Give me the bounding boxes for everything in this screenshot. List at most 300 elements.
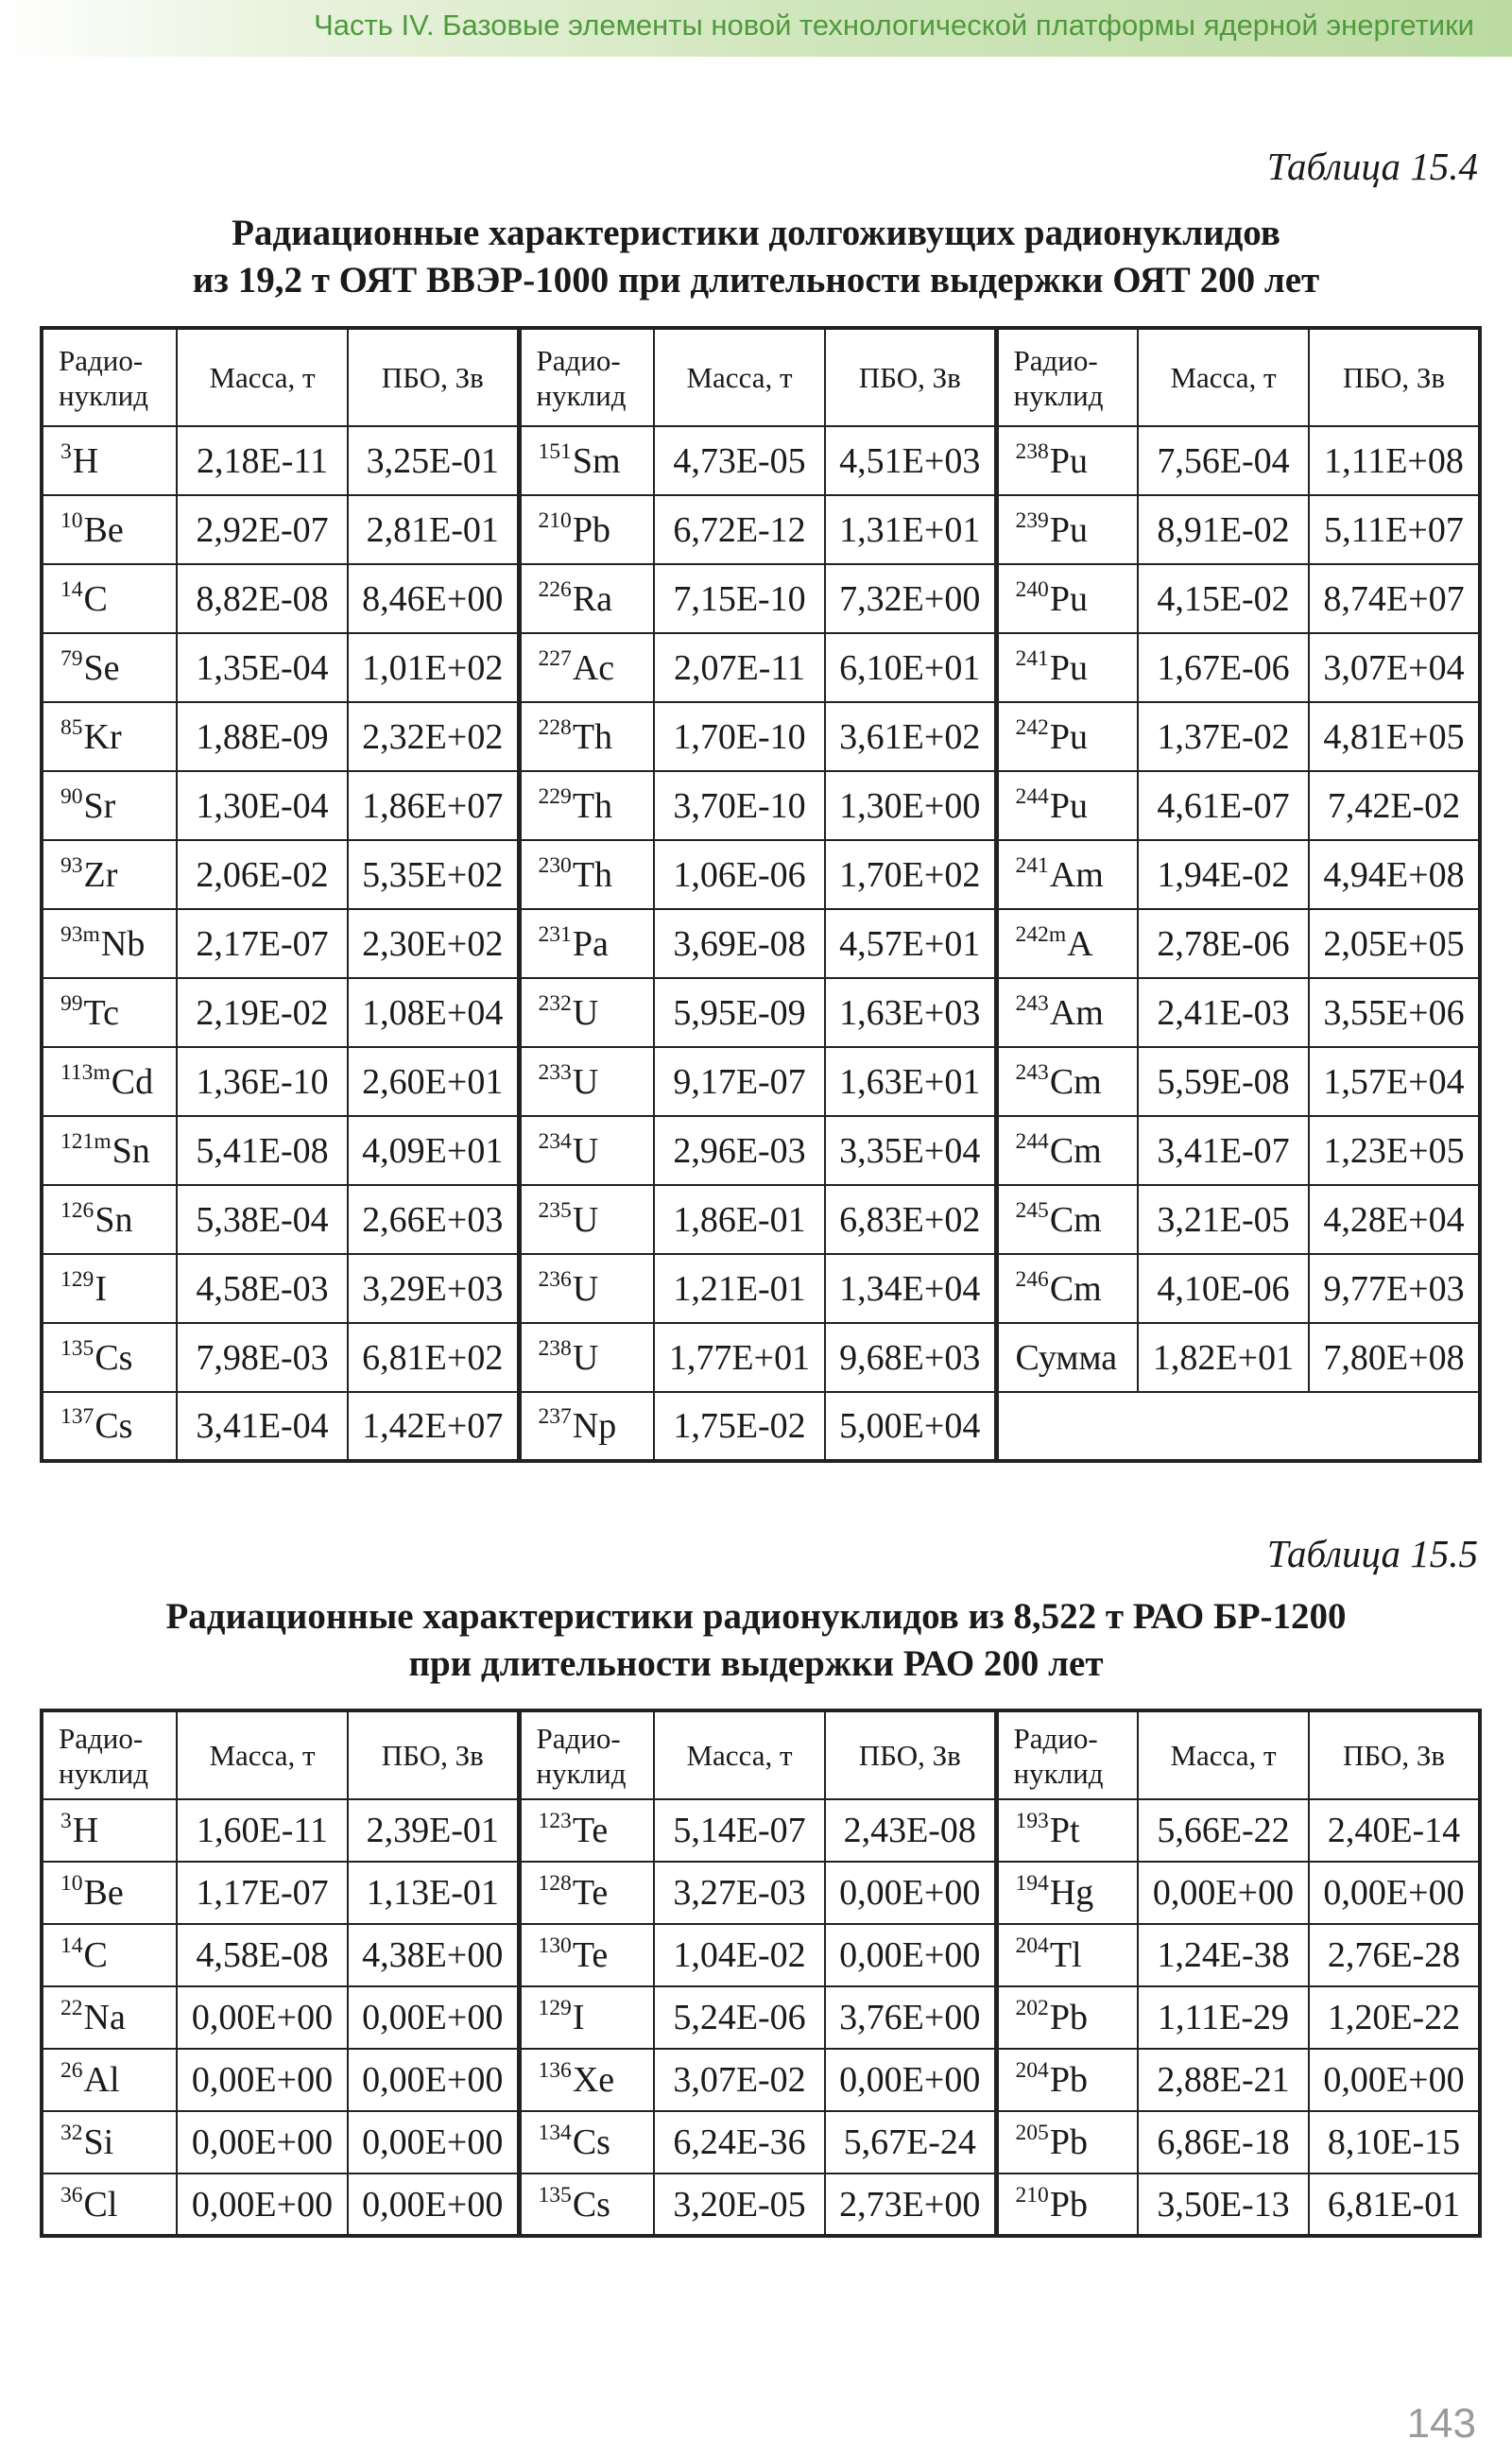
pbo-value: 2,39E-01 [348,1799,519,1862]
table-row [42,909,1480,978]
mass-value: 1,30E-04 [177,771,348,840]
pbo-value: 1,11E+08 [1309,426,1480,495]
pbo-value: 4,94E+08 [1309,840,1480,909]
mass-number: 239 [1015,507,1049,533]
nuclide-cell [42,978,177,1047]
nuclide-cell [42,633,177,702]
nuclide-cell [42,1116,177,1185]
table-row [42,2049,1480,2111]
mass-value: 0,00E+00 [177,1986,348,2049]
nuclide-symbol: Th [572,716,613,757]
mass-number: 136 [538,2058,572,2084]
mass-number: 79 [60,645,83,671]
mass-value: 3,20E-05 [654,2174,825,2236]
mass-value: 5,14E-07 [654,1799,825,1862]
nuclide-cell [996,1924,1138,1986]
mass-value: 4,73E-05 [654,426,825,495]
nuclide-symbol: Cm [1049,1268,1102,1309]
nuclide-symbol: Ac [572,647,615,688]
nuclide-symbol: Cs [94,1337,133,1378]
mass-value: 2,18E-11 [177,426,348,495]
mass-number: 135 [538,2182,572,2208]
mass-number: 32 [60,2121,83,2146]
pbo-value: 1,01E+02 [348,633,519,702]
mass-value: 5,59E-08 [1138,1047,1309,1116]
nuclide-cell [519,771,654,840]
mass-value: 4,58E-03 [177,1254,348,1323]
pbo-value: 5,67E-24 [825,2111,996,2174]
nuclide-cell [42,1986,177,2049]
mass-number: 3 [60,1809,72,1834]
empty-cell [1138,1392,1309,1461]
table-row [42,840,1480,909]
nuclide-symbol: Pb [1049,2060,1088,2100]
mass-number: 22 [60,1996,83,2021]
nuclide-symbol: Al [83,2060,120,2100]
pbo-header: ПБО, Зв [348,328,519,426]
mass-value: 7,56E-04 [1138,426,1309,495]
nuclide-cell [42,2111,177,2174]
pbo-value: 2,73E+00 [825,2174,996,2236]
nuclide-symbol: C [83,1935,108,1975]
mass-number: 238 [1015,438,1049,464]
nuclide-cell [519,978,654,1047]
nuclide-symbol: Pu [1049,647,1088,688]
table-row [42,702,1480,771]
mass-value: 2,78E-06 [1138,909,1309,978]
nuclide-symbol: Cm [1049,1061,1102,1102]
mass-value: 7,98E-03 [177,1323,348,1392]
nuclide-cell [996,771,1138,840]
mass-value: 1,21E-01 [654,1254,825,1323]
mass-value: 6,86E-18 [1138,2111,1309,2174]
pbo-value: 4,81E+05 [1309,702,1480,771]
nuclide-symbol: Pu [1049,578,1088,619]
mass-number: 210 [538,507,572,533]
table-row [42,564,1480,633]
mass-value: 3,41E-07 [1138,1116,1309,1185]
table-row [42,1799,1480,1862]
mass-number: 241 [1015,852,1049,878]
mass-value: 0,00E+00 [177,2174,348,2236]
pbo-value: 0,00E+00 [348,2111,519,2174]
mass-number: 137 [60,1404,94,1430]
pbo-value: 0,00E+00 [348,2174,519,2236]
mass-value: 1,35E-04 [177,633,348,702]
nuclide-cell [519,426,654,495]
mass-number: 121m [60,1128,112,1154]
nuclide-cell [519,1323,654,1392]
mass-value: 1,82E+01 [1138,1323,1309,1392]
nuclide-symbol: Tl [1049,1935,1082,1975]
table-15-4-title-line2: из 19,2 т ОЯТ ВВЭР-1000 при длительности выдержки ОЯТ 200 лет [192,260,1320,301]
nuclide-cell [42,1047,177,1116]
mass-value: 3,21E-05 [1138,1185,1309,1254]
mass-number: 242m [1015,921,1067,947]
mass-value: 1,36E-10 [177,1047,348,1116]
nuclide-symbol: Sr [83,785,116,826]
mass-number: 126 [60,1197,94,1223]
mass-value: 4,15E-02 [1138,564,1309,633]
mass-value: 6,24E-36 [654,2111,825,2174]
nuclide-symbol: Nb [100,923,146,964]
nuclide-symbol: Pb [1049,2184,1088,2225]
empty-cell [996,1392,1138,1461]
mass-number: 227 [538,645,572,671]
nuclide-cell [42,2049,177,2111]
nuclide-header-line1: Радио- [59,1721,144,1755]
mass-value: 1,75E-02 [654,1392,825,1461]
mass-number: 85 [60,714,83,740]
table-row [42,978,1480,1047]
mass-value: 5,24E-06 [654,1986,825,2049]
mass-number: 202 [1015,1996,1049,2021]
header-row [42,1710,1480,1799]
mass-value: 3,50E-13 [1138,2174,1309,2236]
nuclide-header-line2: нуклид [536,1756,627,1790]
mass-number: 232 [538,990,572,1016]
nuclide-cell [996,564,1138,633]
mass-number: 245 [1015,1197,1049,1223]
mass-value: 6,72E-12 [654,495,825,564]
mass-value: 8,91E-02 [1138,495,1309,564]
nuclide-symbol: Cd [111,1061,154,1102]
pbo-value: 0,00E+00 [1309,2049,1480,2111]
pbo-value: 4,09E+01 [348,1116,519,1185]
mass-number: 10 [60,507,83,533]
mass-header: Масса, т [654,328,825,426]
nuclide-cell [519,1047,654,1116]
mass-number: 231 [538,921,572,947]
mass-number: 210 [1015,2182,1049,2208]
table-15-4 [40,326,1482,1463]
pbo-value: 4,51E+03 [825,426,996,495]
mass-value: 4,61E-07 [1138,771,1309,840]
pbo-value: 3,25E-01 [348,426,519,495]
nuclide-cell [996,1047,1138,1116]
mass-number: 134 [538,2121,572,2146]
nuclide-symbol: I [572,1998,585,2037]
mass-number: 14 [60,576,83,602]
nuclide-symbol: U [572,1061,599,1102]
nuclide-symbol: C [83,578,108,619]
nuclide-symbol: Si [83,2122,114,2162]
mass-value: 1,17E-07 [177,1862,348,1924]
nuclide-cell [996,909,1138,978]
pbo-value: 8,10E-15 [1309,2111,1480,2174]
pbo-value: 3,07E+04 [1309,633,1480,702]
mass-number: 3 [60,438,72,464]
mass-number: 229 [538,783,572,809]
pbo-value: 1,20E-22 [1309,1986,1480,2049]
mass-number: 237 [538,1404,572,1430]
nuclide-symbol: Pt [1049,1811,1080,1850]
nuclide-cell [42,495,177,564]
nuclide-cell [42,1254,177,1323]
nuclide-cell [42,1862,177,1924]
table-15-5 [40,1709,1482,2238]
nuclide-symbol: U [572,1268,599,1309]
nuclide-cell [519,909,654,978]
nuclide-symbol: Cm [1049,1199,1102,1240]
nuclide-header-line1: Радио- [59,343,144,377]
pbo-value: 5,00E+04 [825,1392,996,1461]
mass-number: 130 [538,1933,572,1959]
pbo-value: 6,81E-01 [1309,2174,1480,2236]
pbo-value: 1,63E+01 [825,1047,996,1116]
mass-number: 26 [60,2058,83,2084]
table-row [42,2111,1480,2174]
pbo-value: 1,13E-01 [348,1862,519,1924]
pbo-value: 3,55E+06 [1309,978,1480,1047]
pbo-value: 9,77E+03 [1309,1254,1480,1323]
mass-number: 10 [60,1871,83,1897]
nuclide-symbol: Cs [572,2184,610,2225]
nuclide-header-line1: Радио- [1013,343,1098,377]
nuclide-cell [42,1185,177,1254]
nuclide-symbol: U [572,1199,599,1240]
nuclide-cell [996,495,1138,564]
mass-number: 194 [1015,1871,1049,1897]
pbo-value: 1,31E+01 [825,495,996,564]
nuclide-cell [42,1323,177,1392]
pbo-value: 8,46E+00 [348,564,519,633]
nuclide-header-line1: Радио- [536,343,621,377]
mass-value: 3,69E-08 [654,909,825,978]
table-row [42,1185,1480,1254]
pbo-value: 2,66E+03 [348,1185,519,1254]
mass-number: 244 [1015,783,1049,809]
nuclide-symbol: Kr [83,716,122,757]
nuclide-symbol: Np [572,1406,617,1446]
nuclide-symbol: Se [83,647,120,688]
mass-value: 2,41E-03 [1138,978,1309,1047]
table-15-5-label: Таблица 15.5 [1266,1532,1478,1575]
pbo-value: 1,86E+07 [348,771,519,840]
nuclide-symbol: Zr [83,854,118,895]
running-header [0,0,1512,57]
nuclide-cell [519,1116,654,1185]
nuclide-symbol: Hg [1049,1873,1094,1913]
pbo-value: 9,68E+03 [825,1323,996,1392]
pbo-value: 4,38E+00 [348,1924,519,1986]
pbo-value: 1,57E+04 [1309,1047,1480,1116]
mass-number: 93 [60,852,83,878]
mass-number: 226 [538,576,572,602]
nuclide-symbol: H [72,1811,99,1850]
mass-value: 2,96E-03 [654,1116,825,1185]
nuclide-cell [519,2111,654,2174]
mass-number: 243 [1015,1059,1049,1085]
pbo-header: ПБО, Зв [825,328,996,426]
nuclide-cell [996,1862,1138,1924]
nuclide-symbol: A [1067,923,1093,964]
table-row [42,1986,1480,2049]
pbo-value: 5,11E+07 [1309,495,1480,564]
pbo-value: 2,76E-28 [1309,1924,1480,1986]
pbo-header: ПБО, Зв [825,1710,996,1799]
pbo-value: 3,35E+04 [825,1116,996,1185]
nuclide-cell [42,702,177,771]
nuclide-cell [42,909,177,978]
nuclide-cell [996,840,1138,909]
pbo-header: ПБО, Зв [348,1710,519,1799]
pbo-value: 7,42E-02 [1309,771,1480,840]
nuclide-symbol: Cs [572,2122,610,2162]
mass-number: 113m [60,1059,111,1085]
pbo-value: 0,00E+00 [825,1924,996,1986]
mass-number: 238 [538,1335,572,1361]
mass-value: 1,24E-38 [1138,1924,1309,1986]
mass-value: 1,04E-02 [654,1924,825,1986]
nuclide-symbol: Te [572,1873,609,1913]
table-row [42,1047,1480,1116]
pbo-value: 6,10E+01 [825,633,996,702]
table-15-4-title [0,210,1512,304]
mass-value: 1,67E-06 [1138,633,1309,702]
nuclide-cell [996,633,1138,702]
nuclide-header [996,328,1138,426]
mass-number: 129 [538,1996,572,2021]
nuclide-cell [42,1924,177,1986]
nuclide-symbol: Sm [572,440,621,481]
nuclide-symbol: Be [83,509,124,550]
mass-number: 204 [1015,1933,1049,1959]
nuclide-cell [519,1924,654,1986]
nuclide-symbol: Te [572,1935,609,1975]
mass-value: 1,70E-10 [654,702,825,771]
mass-number: 236 [538,1266,572,1292]
nuclide-cell [519,1254,654,1323]
mass-value: 2,88E-21 [1138,2049,1309,2111]
nuclide-symbol: Cm [1049,1130,1102,1171]
nuclide-cell [42,1799,177,1862]
nuclide-symbol: Cl [83,2184,118,2225]
mass-value: 3,41E-04 [177,1392,348,1461]
nuclide-cell [519,564,654,633]
pbo-value: 1,23E+05 [1309,1116,1480,1185]
nuclide-symbol: U [572,1337,599,1378]
mass-number: 230 [538,852,572,878]
table-15-5-title-line1: Радиационные характеристики радионуклидов из 8,522 т РАО БР-1200 [165,1596,1347,1637]
mass-value: 1,06E-06 [654,840,825,909]
nuclide-header-line2: нуклид [59,378,148,412]
table-row [42,1116,1480,1185]
nuclide-symbol: Am [1049,854,1104,895]
mass-number: 204 [1015,2058,1049,2084]
nuclide-header-line2: нуклид [59,1756,148,1790]
nuclide-cell [996,1799,1138,1862]
nuclide-cell [996,426,1138,495]
table-15-4-title-line1: Радиационные характеристики долгоживущих радионуклидов [232,213,1280,253]
nuclide-symbol: I [94,1268,107,1309]
mass-value: 4,10E-06 [1138,1254,1309,1323]
nuclide-symbol: Pu [1049,440,1088,481]
nuclide-symbol: Am [1049,992,1104,1033]
nuclide-symbol: Na [83,1998,126,2037]
table-row [42,426,1480,495]
pbo-value: 2,30E+02 [348,909,519,978]
pbo-value: 7,80E+08 [1309,1323,1480,1392]
pbo-value: 6,83E+02 [825,1185,996,1254]
nuclide-cell [996,978,1138,1047]
nuclide-symbol: Сумма [1015,1337,1118,1378]
mass-number: 241 [1015,645,1049,671]
nuclide-symbol: Sn [112,1130,150,1171]
nuclide-symbol: Ra [572,578,613,619]
pbo-value: 3,29E+03 [348,1254,519,1323]
mass-number: 235 [538,1197,572,1223]
pbo-value: 1,70E+02 [825,840,996,909]
nuclide-cell [42,771,177,840]
table-row [42,1392,1480,1461]
table-row [42,2174,1480,2236]
mass-value: 1,94E-02 [1138,840,1309,909]
mass-value: 3,27E-03 [654,1862,825,1924]
nuclide-cell [996,2174,1138,2236]
mass-number: 205 [1015,2121,1049,2146]
pbo-value: 1,34E+04 [825,1254,996,1323]
nuclide-cell [519,1799,654,1862]
mass-value: 3,70E-10 [654,771,825,840]
mass-value: 4,58E-08 [177,1924,348,1986]
running-title: Часть IV. Базовые элементы новой технологической платформы ядерной энергетики [314,9,1474,42]
mass-value: 2,06E-02 [177,840,348,909]
table-15-5-title-line2: при длительности выдержки РАО 200 лет [408,1643,1104,1684]
nuclide-symbol: Pu [1049,509,1088,550]
nuclide-symbol: Be [83,1873,124,1913]
nuclide-cell [42,840,177,909]
nuclide-cell [996,1323,1138,1392]
pbo-header: ПБО, Зв [1309,328,1480,426]
table-row [42,1862,1480,1924]
mass-number: 151 [538,438,572,464]
table-row [42,1254,1480,1323]
pbo-header: ПБО, Зв [1309,1710,1480,1799]
table-row [42,495,1480,564]
nuclide-cell [519,840,654,909]
nuclide-symbol: Pa [572,923,609,964]
nuclide-symbol: Sn [94,1199,133,1240]
nuclide-header-line2: нуклид [1013,378,1104,412]
mass-number: 246 [1015,1266,1049,1292]
mass-value: 2,17E-07 [177,909,348,978]
mass-value: 3,07E-02 [654,2049,825,2111]
mass-value: 0,00E+00 [177,2111,348,2174]
nuclide-symbol: U [572,992,599,1033]
mass-header: Масса, т [1138,1710,1309,1799]
nuclide-symbol: H [72,440,99,481]
pbo-value: 0,00E+00 [348,2049,519,2111]
mass-value: 1,88E-09 [177,702,348,771]
mass-value: 9,17E-07 [654,1047,825,1116]
nuclide-header [42,328,177,426]
pbo-value: 2,40E-14 [1309,1799,1480,1862]
table-row [42,633,1480,702]
pbo-value: 1,08E+04 [348,978,519,1047]
pbo-value: 2,81E-01 [348,495,519,564]
nuclide-symbol: Tc [83,992,119,1033]
pbo-value: 2,60E+01 [348,1047,519,1116]
pbo-value: 6,81E+02 [348,1323,519,1392]
table-15-4-label: Таблица 15.4 [1266,145,1478,188]
mass-value: 1,11E-29 [1138,1986,1309,2049]
mass-number: 99 [60,990,83,1016]
nuclide-header [519,328,654,426]
mass-value: 0,00E+00 [1138,1862,1309,1924]
mass-number: 240 [1015,576,1049,602]
nuclide-header-line1: Радио- [1013,1721,1098,1755]
